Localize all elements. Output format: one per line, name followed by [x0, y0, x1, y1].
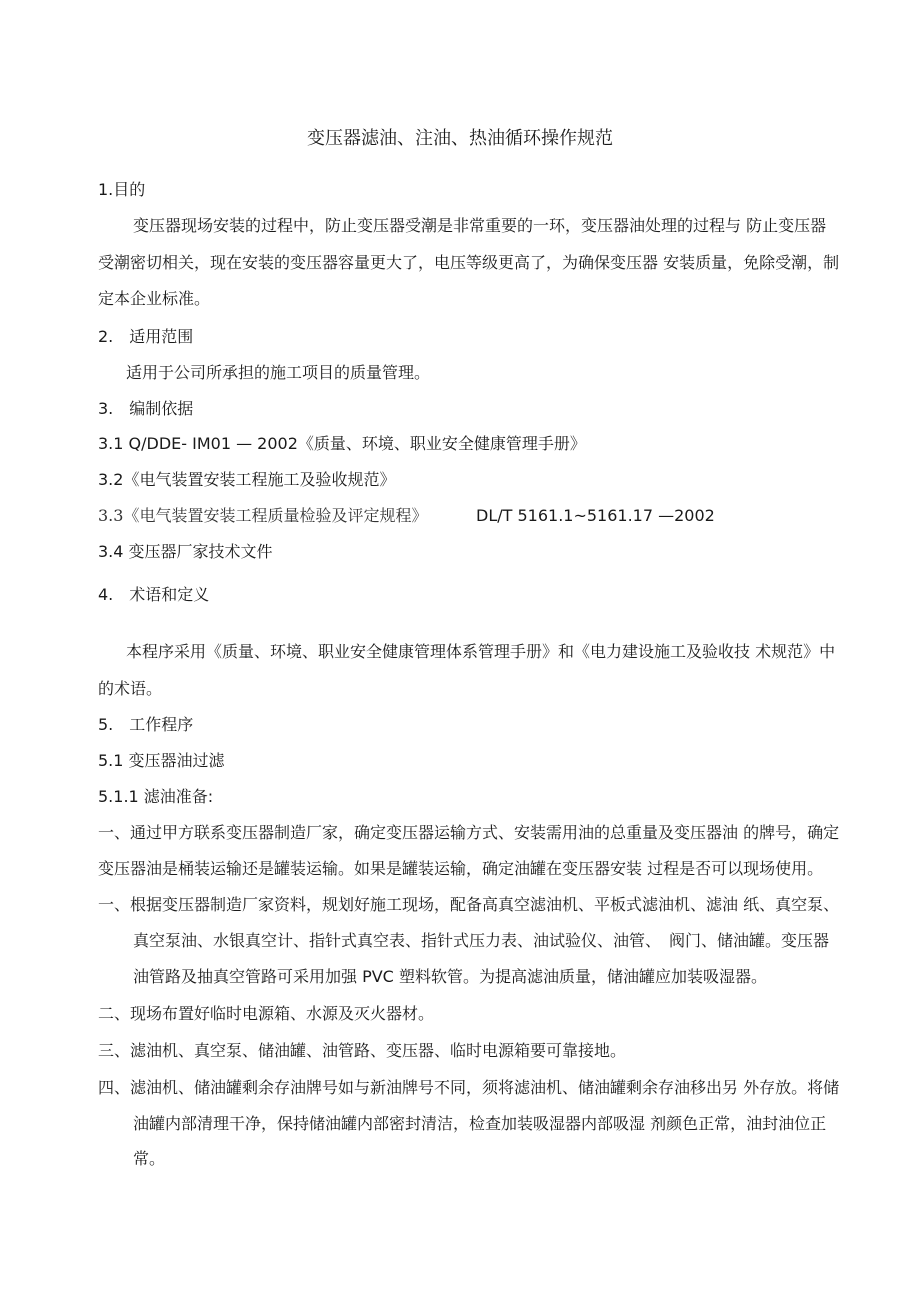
section-4-paragraph-line: 本程序采用《质量、环境、职业安全健康管理体系管理手册》和《电力建设施工及验收技 术规范》中 [126, 642, 836, 661]
list-item-line: 一、根据变压器制造厂家资料，规划好施工现场，配备高真空滤油机、平板式滤油机、滤油 纸、真空泵、 [98, 895, 840, 914]
section-5-1-heading: 5.1 变压器油过滤 [98, 751, 225, 770]
reference-3-2: 3.2《电气装置安装工程施工及验收规范》 [98, 470, 396, 489]
section-1-paragraph-line: 变压器现场安装的过程中，防止变压器受潮是非常重要的一环，变压器油处理的过程与 防止变压器 [133, 216, 827, 235]
list-item-line: 变压器油是桶装运输还是罐装运输。如果是罐装运输，确定油罐在变压器安装 过程是否可以现场使用。 [98, 859, 824, 878]
section-3-heading: 3. 编制依据 [98, 399, 194, 418]
list-item-line: 油管路及抽真空管路可采用加强 PVC 塑料软管。为提高滤油质量，储油罐应加装吸湿器。 [133, 967, 767, 986]
reference-3-3: 3.3《电气装置安装工程质量检验及评定规程》 [98, 506, 428, 525]
reference-3-4: 3.4 变压器厂家技术文件 [98, 542, 273, 561]
section-1-paragraph-line: 受潮密切相关，现在安装的变压器容量更大了，电压等级更高了，为确保变压器 安装质量，免除受潮，制 [98, 253, 840, 272]
page-title: 变压器滤油、注油、热油循环操作规范 [307, 128, 613, 149]
section-1-paragraph-line: 定本企业标准。 [98, 289, 211, 308]
list-item-line: 真空泵油、水银真空计、指针式真空表、指针式压力表、油试验仪、油管、 阀门、储油罐。变压器 [133, 931, 830, 950]
section-5-heading: 5. 工作程序 [98, 715, 194, 734]
reference-3-1: 3.1 Q/DDE- IM01 — 2002《质量、环境、职业安全健康管理手册》 [98, 434, 586, 453]
list-item-line: 二、现场布置好临时电源箱、水源及灭火器材。 [98, 1004, 435, 1023]
list-item-line: 一、通过甲方联系变压器制造厂家，确定变压器运输方式、安装需用油的总重量及变压器油 的牌号，确定 [98, 823, 840, 842]
reference-3-3-code: DL/T 5161.1~5161.17 —2002 [476, 506, 715, 525]
list-item-line: 常。 [133, 1149, 166, 1168]
section-2-heading: 2. 适用范围 [98, 327, 194, 346]
list-item-line: 四、滤油机、储油罐剩余存油牌号如与新油牌号不同，须将滤油机、储油罐剩余存油移出另 外存放。将储 [98, 1078, 840, 1097]
section-1-heading: 1.目的 [98, 180, 146, 199]
section-5-1-1-heading: 5.1.1 滤油准备: [98, 787, 214, 806]
section-4-paragraph-line: 的术语。 [98, 679, 163, 698]
section-2-body: 适用于公司所承担的施工项目的质量管理。 [126, 363, 431, 382]
list-item-line: 三、滤油机、真空泵、储油罐、油管路、变压器、临时电源箱要可靠接地。 [98, 1041, 627, 1060]
section-4-heading: 4. 术语和定义 [98, 585, 210, 604]
list-item-line: 油罐内部清理干净，保持储油罐内部密封清洁，检查加装吸湿器内部吸湿 剂颜色正常，油封油位正 [133, 1114, 827, 1133]
